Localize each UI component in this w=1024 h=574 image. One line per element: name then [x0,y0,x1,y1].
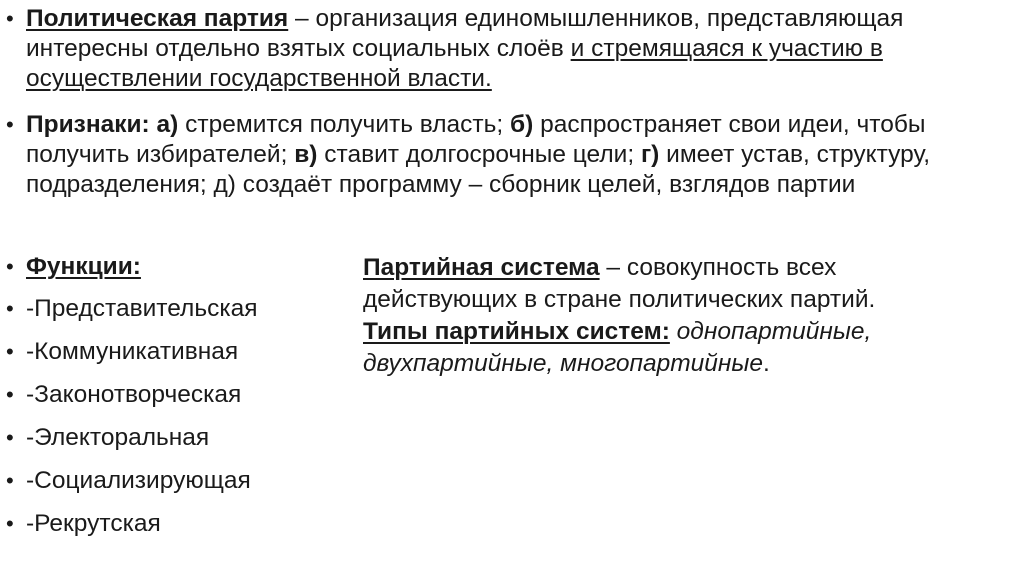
bullet-marker: • [6,6,14,31]
bullet-marker: • [6,254,14,279]
sign-v-key: в) [294,141,318,168]
definition-text [26,4,1011,94]
party-system-block [363,252,963,380]
function-item-label: -Социализирующая [26,467,251,494]
sign-b-key: б) [510,111,534,138]
function-item-label: -Электоральная [26,424,210,451]
sign-b-text: распространяет свои идеи, чтобы получить избирателей; [26,111,926,168]
sign-g-text: имеет устав, структуру, подразделения; д) создаёт программу – сборник целей, взглядов партии [26,141,931,198]
party-system-types-end: . [763,350,770,377]
function-item-label: -Законотворческая [26,381,242,408]
function-item-label: -Коммуникативная [26,338,239,365]
sign-a-text: стремится получить власть; [178,111,511,138]
definition-part2: и стремящаяся к участию в осуществлении государственной власти. [26,35,883,92]
bullet-marker: • [6,112,14,137]
party-system-types-value: однопартийные, двухпартийные, многопартийные [363,318,872,377]
bullet-marker: • [6,511,14,536]
bullet-marker: • [6,382,14,407]
bullet-marker: • [6,339,14,364]
signs-text [26,110,1011,200]
sign-g-key: г) [640,141,660,168]
definition-term: Политическая партия [26,5,289,32]
bullet-marker: • [6,468,14,493]
definition-part1: – организация единомышленников, представляющая интересны отдельно взятых социальных слоёв [26,5,904,62]
sign-a-key: а) [149,111,179,138]
party-system-term: Партийная система [363,254,600,281]
function-item-label: -Представительская [26,295,258,322]
function-item-label: -Рекрутская [26,510,161,537]
bullet-marker: • [6,296,14,321]
party-system-definition: – совокупность всех действующих в стране политических партий. [363,254,876,313]
bullet-marker: • [6,425,14,450]
sign-v-text: ставит долгосрочные цели; [317,141,641,168]
functions-title: Функции: [26,253,141,280]
party-system-types-label: Типы партийных систем: [363,318,670,345]
signs-label: Признаки: [26,111,150,138]
